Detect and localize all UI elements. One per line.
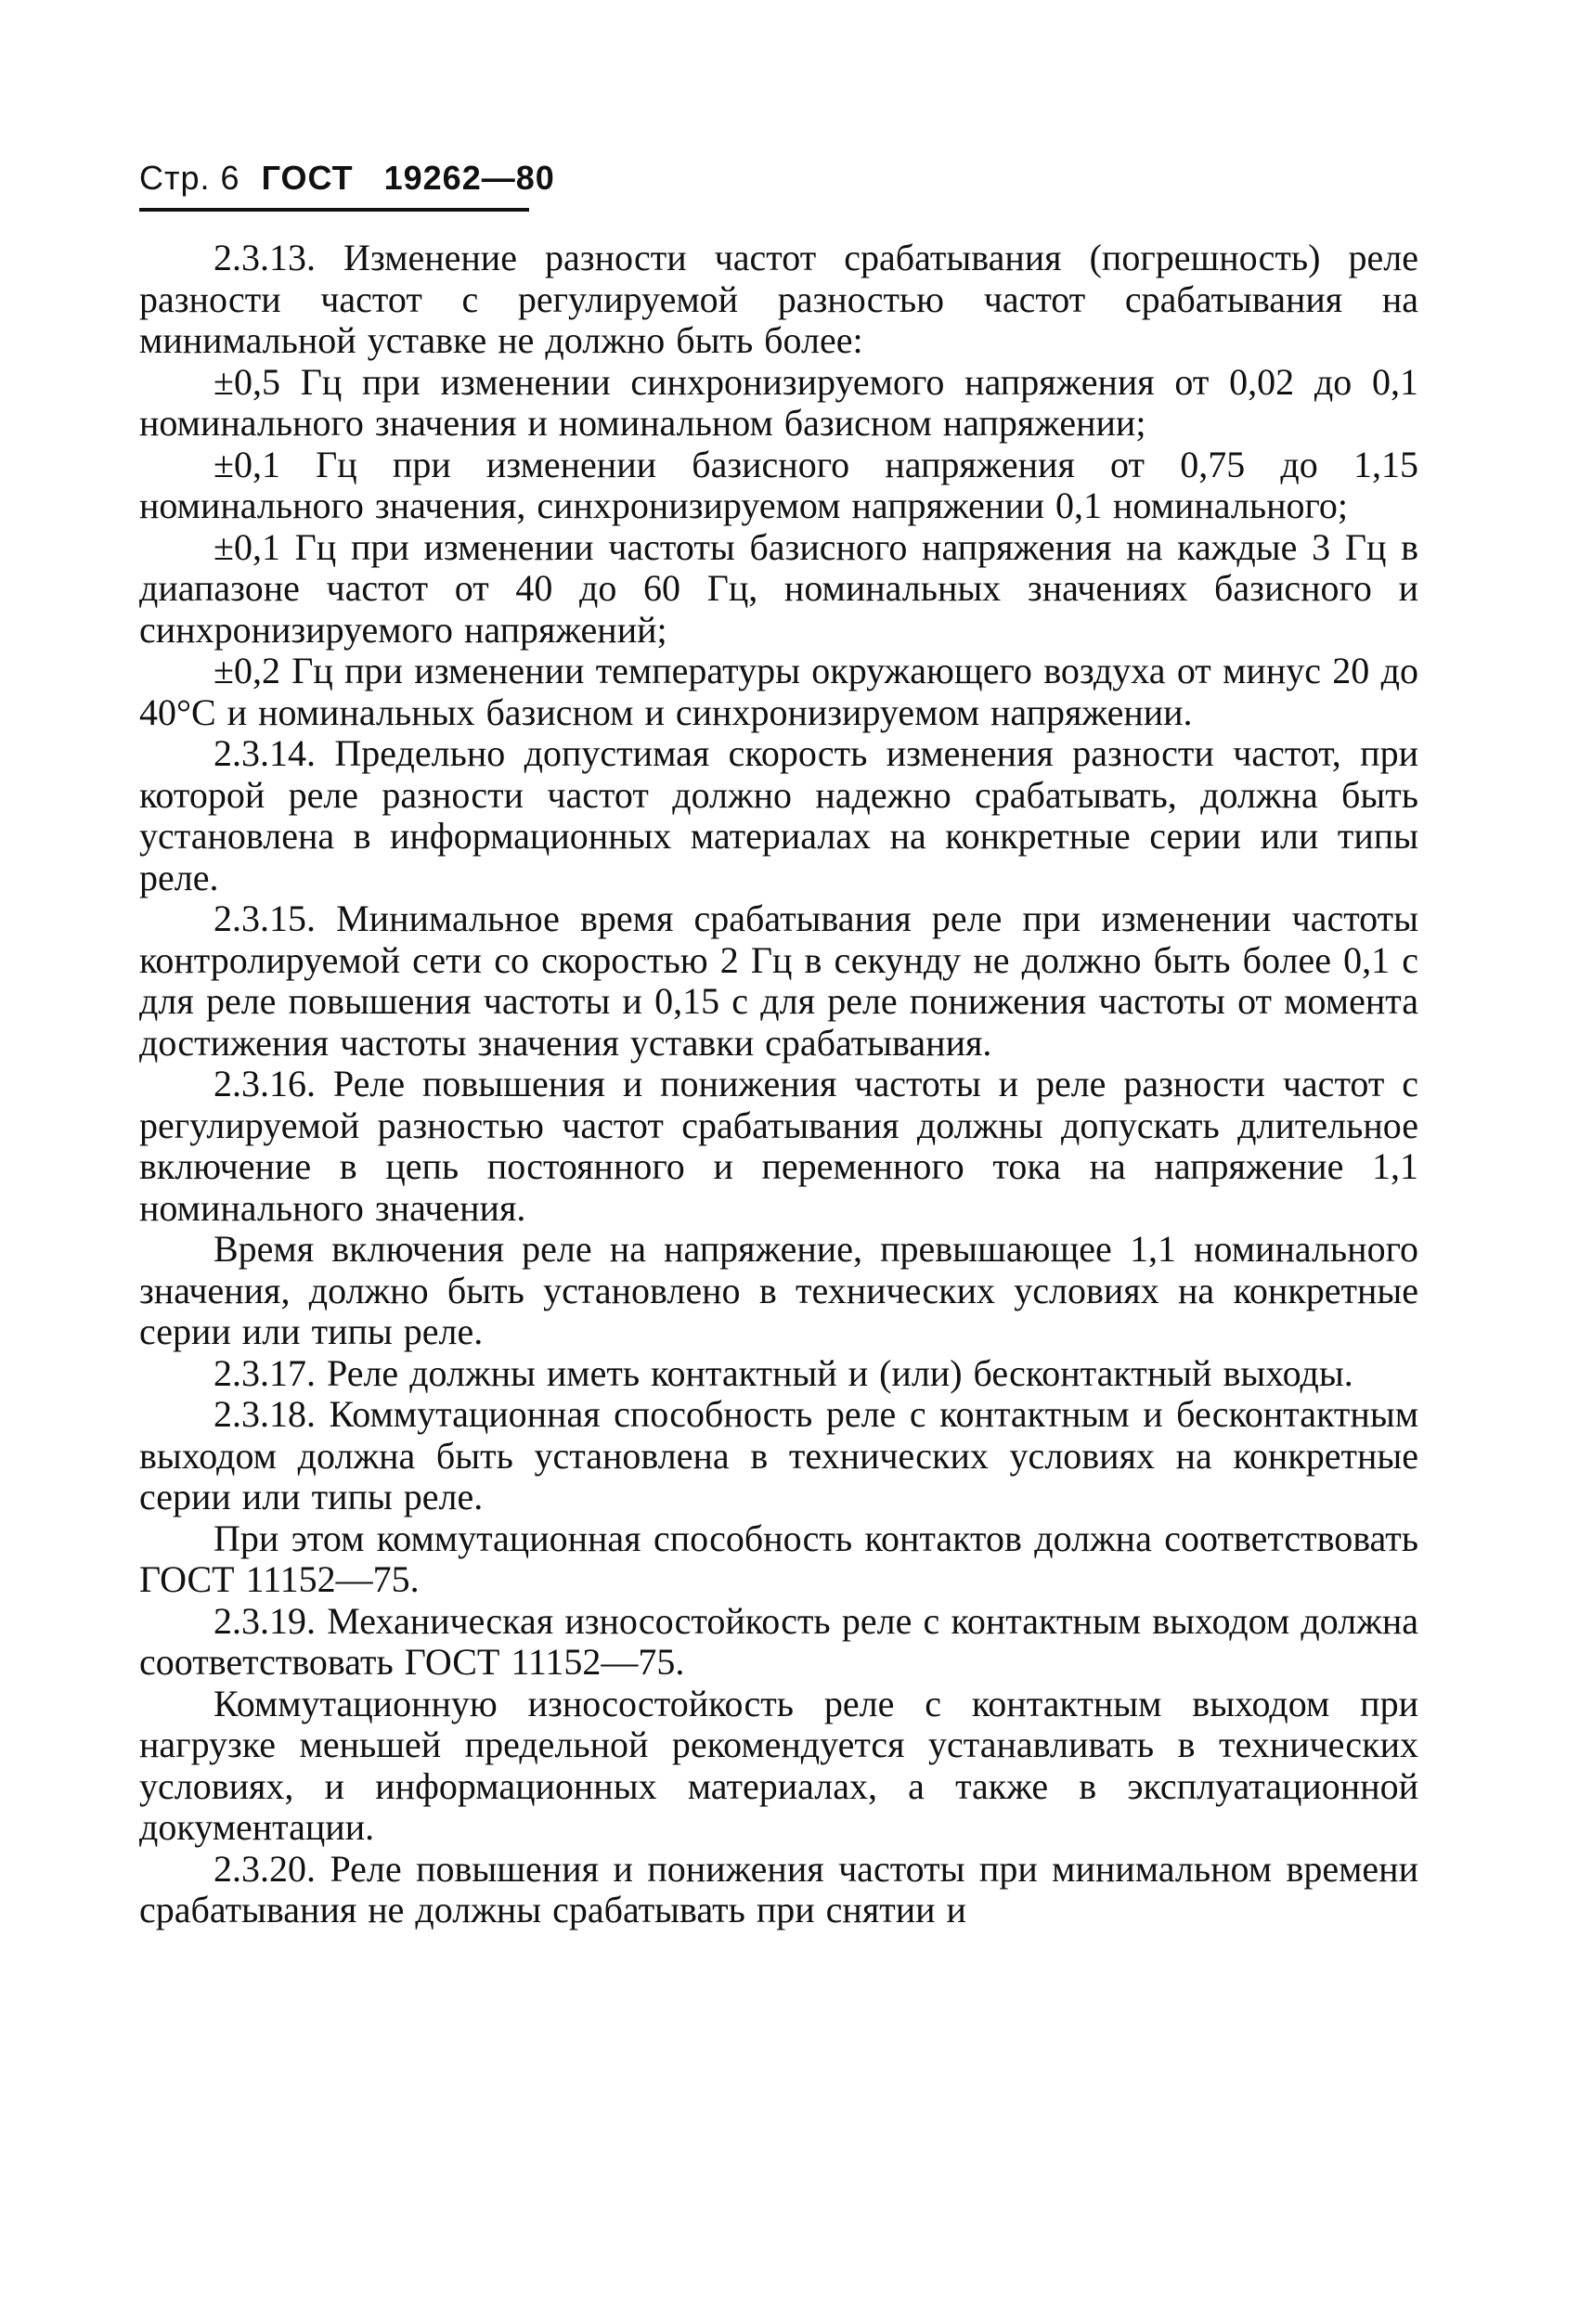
paragraph-2-3-15: 2.3.15. Минимальное время срабатывания реле при изменении частоты контролируемой сети со скоростью 2 Гц в секунду не должно быть более 0,1 с для реле повышения частоты и 0,15 с для реле понижения частоты от момента достижения частоты значения уставки срабатывания.	[139, 897, 1418, 1064]
document-page	[139, 158, 1418, 1931]
paragraph-tolerance-3: ±0,1 Гц при изменении частоты базисного напряжения на каждые 3 Гц в диапазоне частот от 40 до 60 Гц, номинальных значениях базисного и синхронизируемого напряжений;	[139, 525, 1418, 651]
page-header	[139, 158, 555, 212]
document-body	[139, 238, 1418, 1931]
page-number: Стр. 6	[139, 159, 240, 197]
paragraph-tolerance-1: ±0,5 Гц при изменении синхронизируемого напряжения от 0,02 до 0,1 номинального значения и номинальном базисном напряжении;	[139, 360, 1418, 444]
paragraph-2-3-19-note: Коммутационную износостойкость реле с контактным выходом при нагрузке меньшей предельной рекомендуется устанавливать в технических условиях, и информационных материалах, а также в эксплуатационной документации.	[139, 1682, 1418, 1848]
paragraph-tolerance-4: ±0,2 Гц при изменении температуры окружающего воздуха от минус 20 до 40°С и номинальных базисном и синхронизируемом напряжении.	[139, 650, 1418, 733]
standard-label: ГОСТ	[261, 159, 354, 197]
standard-number: 19262—80	[383, 159, 555, 197]
paragraph-2-3-17: 2.3.17. Реле должны иметь контактный и (или) бесконтактный выходы.	[214, 1351, 1353, 1394]
paragraph-2-3-16: 2.3.16. Реле повышения и понижения частоты и реле разности частот с регулируемой разностью частот срабатывания должны допускать длительное включение в цепь постоянного и переменного тока на напряжение 1,1 номинального значения.	[139, 1063, 1418, 1229]
paragraph-2-3-20: 2.3.20. Реле повышения и понижения частоты при минимальном времени срабатывания не должны срабатывать при снятии и	[139, 1847, 1418, 1930]
paragraph-2-3-18: 2.3.18. Коммутационная способность реле с контактным и бесконтактным выходом должна быть установлена в технических условиях на конкретные серии или типы реле.	[139, 1393, 1418, 1517]
paragraph-2-3-14: 2.3.14. Предельно допустимая скорость изменения разности частот, при которой реле разности частот должно надежно срабатывать, должна быть установлена в информационных материалах на конкретные серии или типы реле.	[139, 732, 1418, 898]
paragraph-2-3-16-note: Время включения реле на напряжение, превышающее 1,1 номинального значения, должно быть установлено в технических условиях на конкретные серии или типы реле.	[139, 1228, 1418, 1352]
paragraph-tolerance-2: ±0,1 Гц при изменении базисного напряжения от 0,75 до 1,15 номинального значения, синхронизируемом напряжении 0,1 номинального;	[139, 443, 1418, 526]
paragraph-2-3-19: 2.3.19. Механическая износостойкость реле с контактным выходом должна соответствовать ГОСТ 11152—75.	[139, 1599, 1418, 1683]
paragraph-2-3-18-note: При этом коммутационная способность контактов должна соответствовать ГОСТ 11152—75.	[139, 1517, 1418, 1600]
paragraph-2-3-13: 2.3.13. Изменение разности частот срабатывания (погрешность) реле разности частот с регулируемой разностью частот срабатывания на минимальной уставке не должно быть более:	[139, 237, 1418, 361]
